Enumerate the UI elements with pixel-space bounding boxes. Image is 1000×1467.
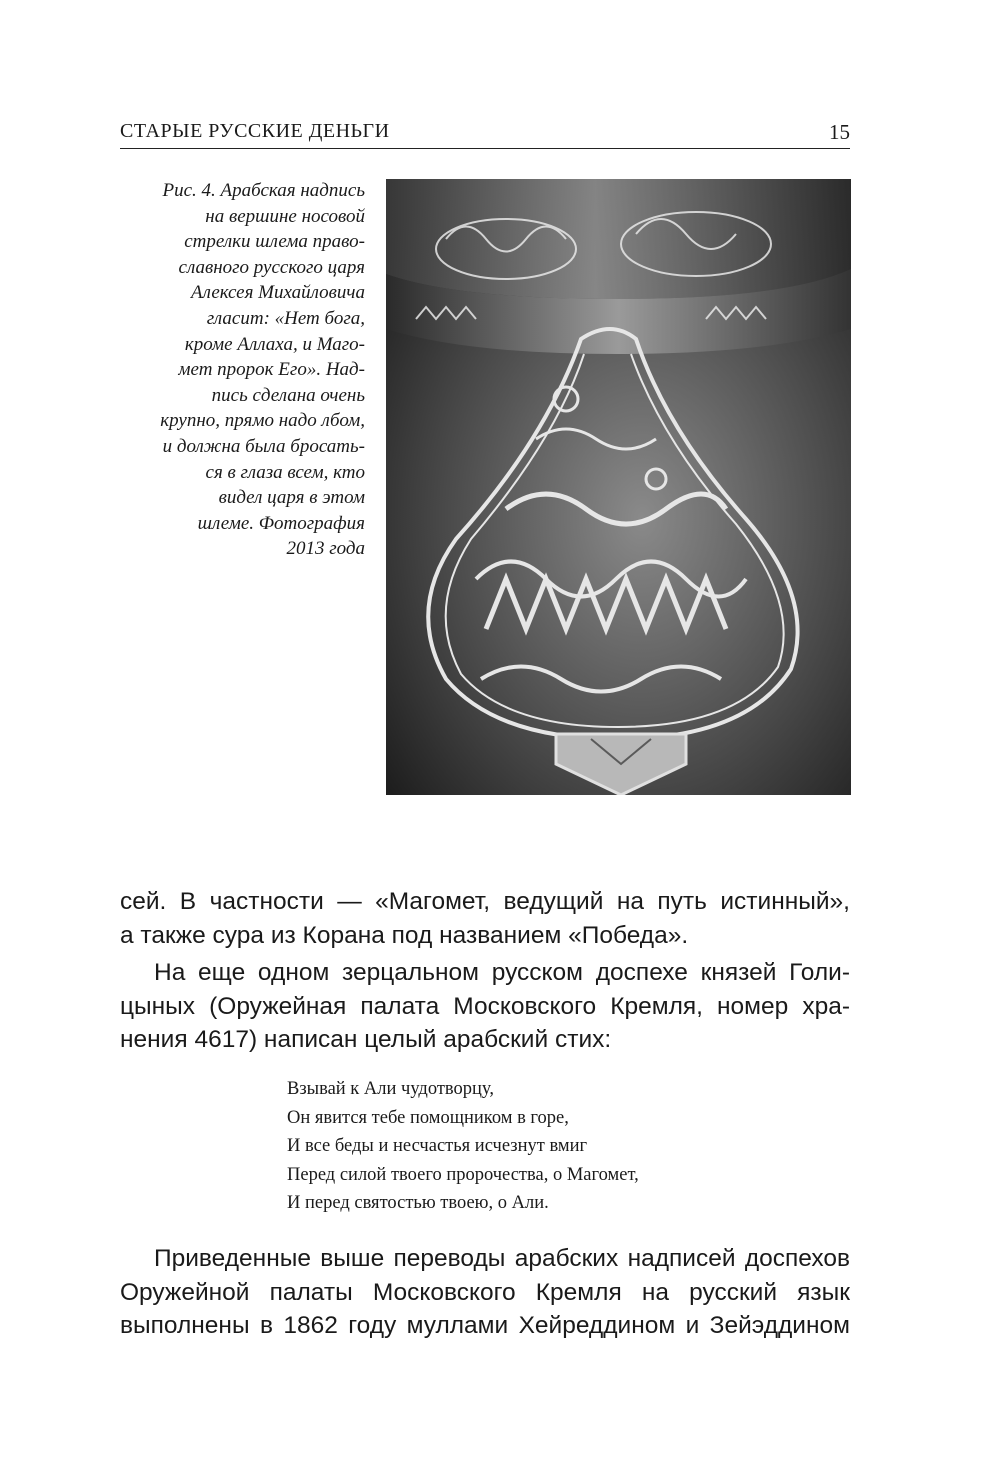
text-line: а также сура из Корана под названием «Победа». <box>120 921 689 949</box>
text-line: Приведенные выше переводы арабских надписей доспехов <box>154 1245 850 1272</box>
paragraph-3 <box>120 1242 850 1343</box>
caption-line: крупно, прямо надо лбом, <box>160 410 365 432</box>
arabic-verse-translation <box>287 1075 639 1218</box>
caption-line: кроме Аллаха, и Маго- <box>184 333 365 355</box>
poem-line: Взывай к Али чудотворцу, <box>287 1079 494 1099</box>
text-line: нения 4617) написан целый арабский стих: <box>120 1026 612 1053</box>
running-header <box>120 118 850 149</box>
caption-line: шлеме. Фотография <box>197 512 365 534</box>
running-title: СТАРЫЕ РУССКИЕ ДЕНЬГИ <box>120 120 390 142</box>
text-line: На еще одном зерцальном русском доспехе князей Голи- <box>154 959 850 986</box>
caption-line: Алексея Михайловича <box>191 282 365 304</box>
caption-line: мет пророк Его». Над- <box>178 359 365 381</box>
text-line: Оружейной палаты Московского Кремля на русский язык <box>120 1278 850 1306</box>
text-line: выполнены в 1862 году муллами Хейреддином и Зейэддином <box>120 1312 850 1339</box>
poem-line: Он явится тебе помощником в горе, <box>287 1107 569 1128</box>
helmet-photo <box>386 179 851 795</box>
caption-line: гласит: «Нет бога, <box>206 307 365 329</box>
poem-line: Перед силой твоего пророчества, о Магомет, <box>287 1164 639 1185</box>
caption-line: 2013 года <box>286 538 365 560</box>
caption-line: славного русского царя <box>178 256 365 278</box>
text-line: сей. В частности — «Магомет, ведущий на путь истинный», <box>120 888 850 915</box>
caption-line: стрелки шлема право- <box>184 231 365 253</box>
caption-line: Рис. 4. Арабская надпись <box>162 180 365 201</box>
page-number: 15 <box>829 120 850 144</box>
paragraph-2 <box>120 956 850 1057</box>
caption-line: ся в глаза всем, кто <box>205 461 365 483</box>
poem-line: И все беды и несчастья исчезнут вмиг <box>287 1136 588 1156</box>
poem-line: И перед святостью твоею, о Али. <box>287 1193 549 1213</box>
caption-line: на вершине носовой <box>205 205 365 227</box>
caption-line: и должна была бросать- <box>162 435 365 457</box>
caption-line: видел царя в этом <box>218 487 365 509</box>
text-line: цыных (Оружейная палата Московского Кремля, номер хра- <box>120 992 850 1020</box>
caption-line: пись сделана очень <box>211 384 365 406</box>
helmet-arabic-inscription-image <box>386 179 851 795</box>
figure-caption <box>120 178 365 562</box>
paragraph-1 <box>120 885 850 952</box>
